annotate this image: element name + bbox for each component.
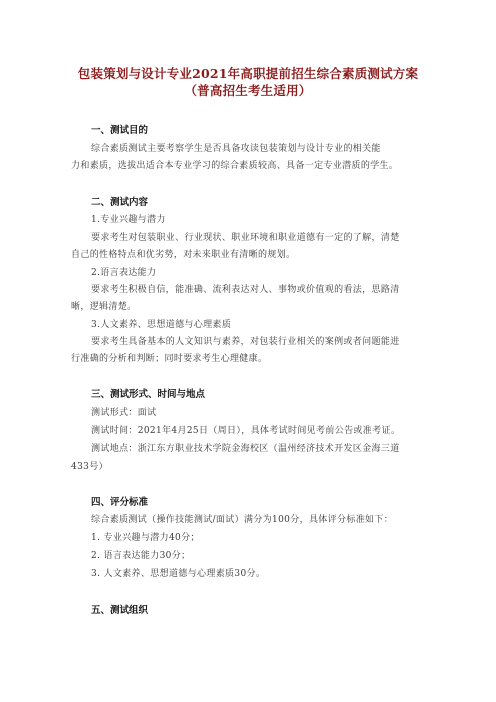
content-item1-title: 1.专业兴趣与潜力: [91, 215, 166, 225]
content-item2-line-2: 晰，逻辑清楚。: [71, 302, 137, 312]
content-item1-line-1: 要求考生对包装职业、行业现状、职业环境和职业道德有一定的了解，清楚: [91, 233, 400, 243]
test-form: 测试形式：面试: [91, 408, 157, 418]
content-item3-line-2: 行准确的分析和判断；同时要求考生心理健康。: [71, 354, 268, 364]
test-time: 测试时间：2021年4月25日（周日），具体考试时间见考前公告或准考证。: [91, 426, 401, 436]
section-heading-format: 三、测试形式、时间与地点: [91, 389, 206, 400]
document-title: 包装策划与设计专业2021年高职提前招生综合素质测试方案: [77, 66, 419, 81]
scoring-item-2: 2. 语言表达能力30分；: [91, 551, 191, 561]
test-place-line-1: 测试地点：浙江东方职业技术学院金海校区（温州经济技术开发区金海三道: [91, 444, 400, 454]
section-heading-scoring: 四、评分标准: [91, 497, 149, 508]
content-item3-line-1: 要求考生具备基本的人文知识与素养，对包装行业相关的案例或者问题能进: [91, 337, 400, 347]
document-subtitle: （普高招生考生适用）: [184, 83, 312, 98]
purpose-line-1: 综合素质测试主要考察学生是否具备攻读包装策划与设计专业的相关能: [91, 144, 381, 154]
content-item3-title: 3.人文素养、思想道德与心理素质: [91, 320, 232, 330]
section-heading-purpose: 一、测试目的: [91, 125, 149, 136]
content-item2-line-1: 要求考生积极自信，能准确、流利表达对人、事物或价值观的看法，思路清: [91, 285, 400, 295]
content-item2-title: 2.语言表达能力: [91, 268, 157, 278]
section-heading-content: 二、测试内容: [91, 197, 149, 208]
scoring-item-3: 3. 人文素养、思想道德与心理素质30分。: [91, 569, 266, 579]
scoring-item-1: 1. 专业兴趣与潜力40分；: [91, 533, 200, 543]
scoring-intro: 综合素质测试（操作技能测试/面试）满分为100分，具体评分标准如下：: [91, 515, 394, 525]
section-heading-organization: 五、测试组织: [91, 605, 149, 616]
content-item1-line-2: 自己的性格特点和优劣势，对未来职业有清晰的规划。: [71, 250, 296, 260]
purpose-line-2: 力和素质，选拔出适合本专业学习的综合素质较高、具备一定专业潜质的学生。: [71, 161, 399, 171]
test-place-line-2: 433号）: [71, 462, 108, 472]
